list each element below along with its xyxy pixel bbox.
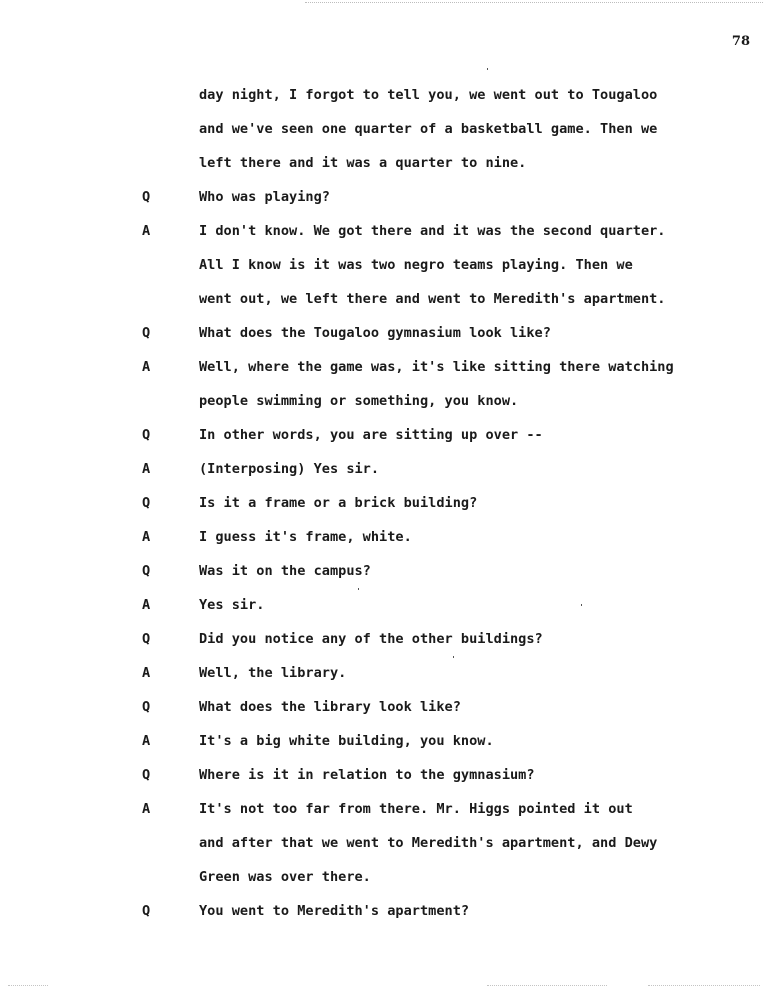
line-text: Well, where the game was, it's like sitting there watching (199, 359, 674, 375)
speaker-label: Q (142, 631, 151, 647)
speaker-label: A (142, 529, 151, 545)
speaker-label: A (142, 665, 151, 681)
line-text: went out, we left there and went to Meredith's apartment. (199, 291, 666, 307)
speaker-label: Q (142, 427, 151, 443)
speaker-label: Q (142, 699, 151, 715)
page-number: 78 (731, 34, 750, 49)
bottom-dotted-rule (648, 985, 760, 986)
line-text: In other words, you are sitting up over -- (199, 427, 543, 443)
line-text: left there and it was a quarter to nine. (199, 155, 527, 171)
line-text: What does the Tougaloo gymnasium look like? (199, 325, 551, 341)
line-text: people swimming or something, you know. (199, 393, 519, 409)
bottom-dotted-rule (8, 985, 48, 986)
line-text: Well, the library. (199, 665, 347, 681)
line-text: I don't know. We got there and it was the second quarter. (199, 223, 666, 239)
scan-speck (581, 604, 582, 606)
bottom-dotted-rule (487, 985, 607, 986)
line-text: Who was playing? (199, 189, 330, 205)
speaker-label: Q (142, 903, 151, 919)
scan-speck (358, 588, 359, 590)
speaker-label: Q (142, 563, 151, 579)
scan-speck (487, 68, 488, 70)
speaker-label: A (142, 223, 151, 239)
speaker-label: A (142, 461, 151, 477)
line-text: You went to Meredith's apartment? (199, 903, 470, 919)
line-text: Where is it in relation to the gymnasium? (199, 767, 535, 783)
line-text: day night, I forgot to tell you, we went out to Tougaloo (199, 87, 658, 103)
top-dotted-rule (305, 2, 763, 3)
speaker-label: A (142, 733, 151, 749)
scan-speck (453, 656, 454, 658)
speaker-label: Q (142, 189, 151, 205)
speaker-label: Q (142, 767, 151, 783)
line-text: (Interposing) Yes sir. (199, 461, 380, 477)
line-text: Did you notice any of the other buildings? (199, 631, 543, 647)
line-text: and we've seen one quarter of a basketball game. Then we (199, 121, 658, 137)
line-text: Is it a frame or a brick building? (199, 495, 478, 511)
speaker-label: A (142, 597, 151, 613)
line-text: Yes sir. (199, 597, 265, 613)
line-text: It's a big white building, you know. (199, 733, 494, 749)
line-text: What does the library look like? (199, 699, 461, 715)
line-text: All I know is it was two negro teams playing. Then we (199, 257, 633, 273)
speaker-label: Q (142, 325, 151, 341)
line-text: Green was over there. (199, 869, 371, 885)
speaker-label: A (142, 801, 151, 817)
speaker-label: A (142, 359, 151, 375)
speaker-label: Q (142, 495, 151, 511)
line-text: Was it on the campus? (199, 563, 371, 579)
line-text: I guess it's frame, white. (199, 529, 412, 545)
line-text: It's not too far from there. Mr. Higgs pointed it out (199, 801, 633, 817)
line-text: and after that we went to Meredith's apartment, and Dewy (199, 835, 658, 851)
